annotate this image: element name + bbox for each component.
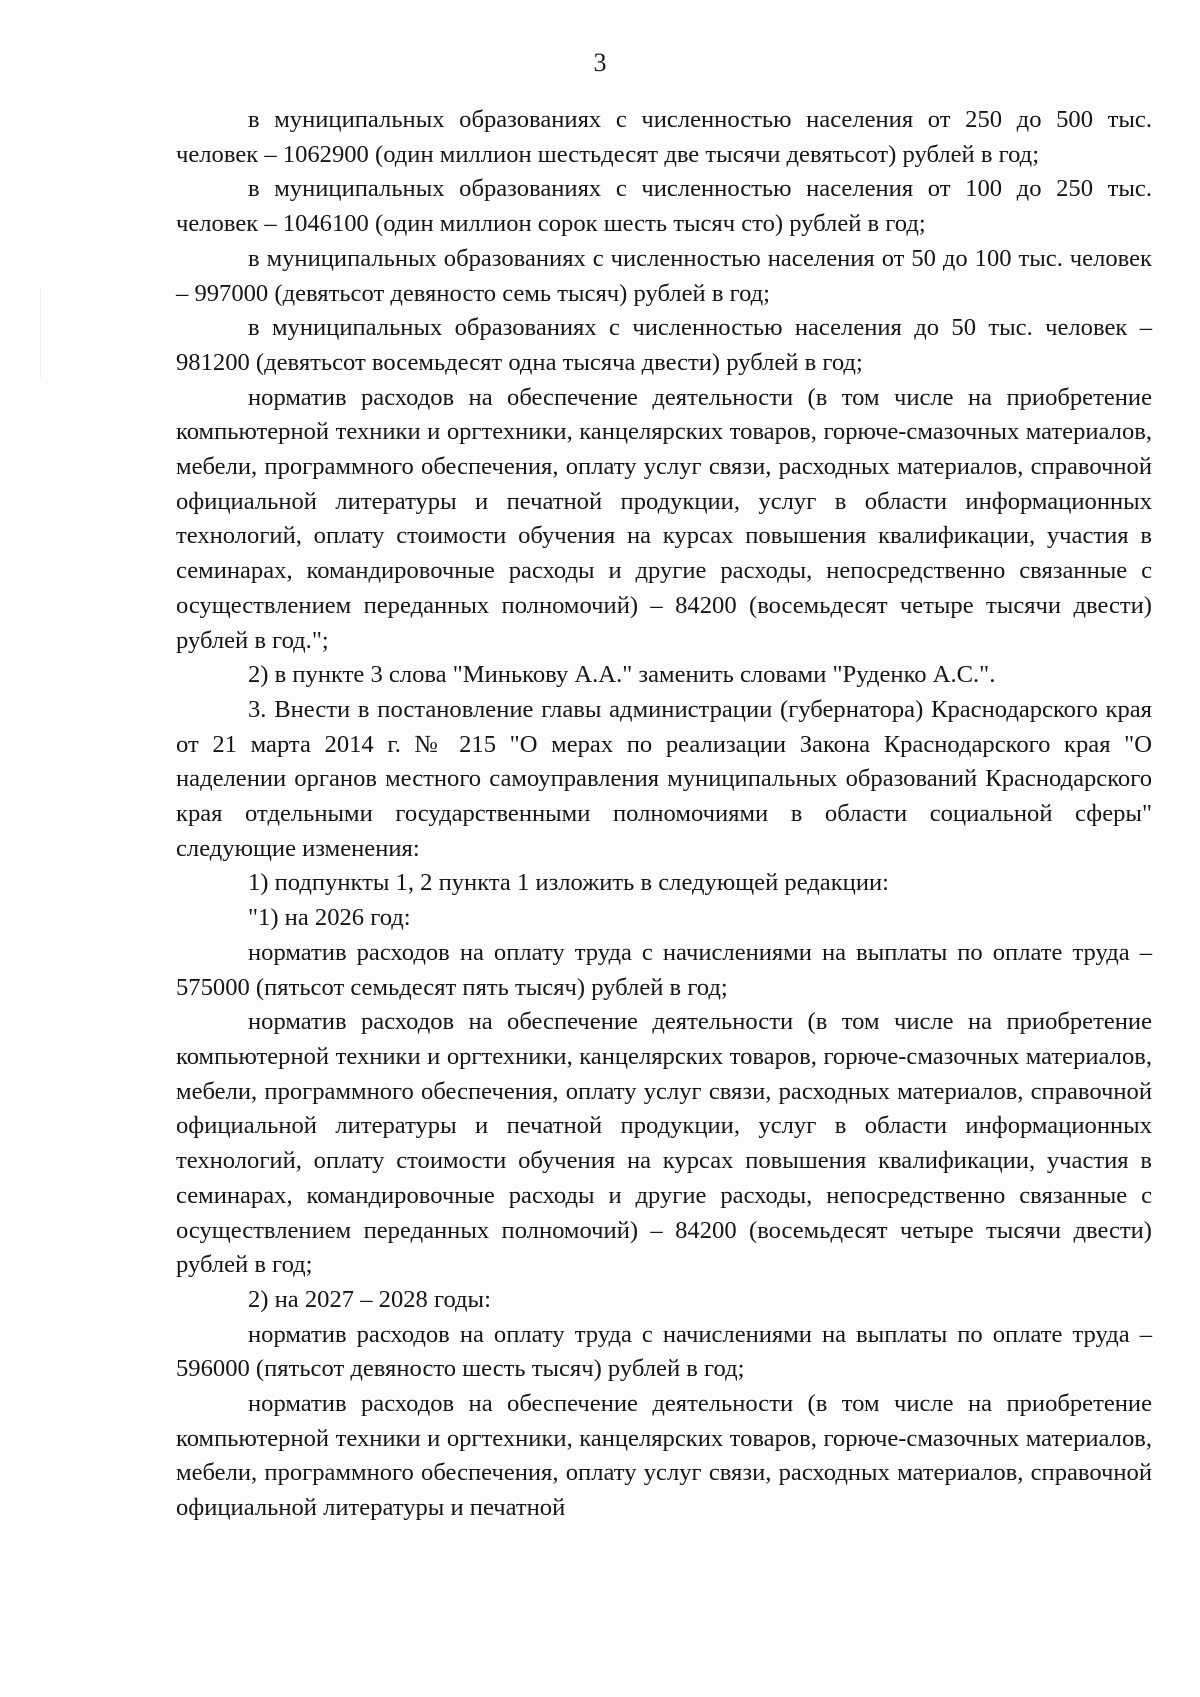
paragraph: норматив расходов на обеспечение деятельности (в том числе на приобретение компьютерной техники и оргтехники, канцелярских товаров, горюче-смазочных материалов, мебели, программного обеспечения, оплату услуг связи, расходных материалов, справочной официальной литературы и печатной продукции, услуг в области информационных технологий, оплату стоимости обучения на курсах повышения квалификации, участия в семинарах, командировочные расходы и другие расходы, непосредственно связанные с осуществлением переданных полномочий) – 84200 (восемьдесят четыре тысячи двести) рублей в год."; [176, 383, 1152, 654]
paragraph: норматив расходов на оплату труда с начислениями на выплаты по оплате труда – 575000 (пятьсот семьдесят пять тысяч) рублей в год; [176, 938, 1152, 1001]
scan-margin-mark [40, 288, 41, 378]
paragraph: в муниципальных образованиях с численностью населения от 100 до 250 тыс. человек – 1046100 (один миллион сорок шесть тысяч сто) рублей в год; [176, 175, 1152, 238]
paragraph: в муниципальных образованиях с численностью населения до 50 тыс. человек – 981200 (девятьсот восемьдесят одна тысяча двести) рублей в год; [176, 314, 1152, 376]
paragraph: норматив расходов на обеспечение деятельности (в том числе на приобретение компьютерной техники и оргтехники, канцелярских товаров, горюче-смазочных материалов, мебели, программного обеспечения, оплату услуг связи, расходных материалов, справочной официальной литературы и печатной [176, 1390, 1152, 1522]
paragraph: норматив расходов на обеспечение деятельности (в том числе на приобретение компьютерной техники и оргтехники, канцелярских товаров, горюче-смазочных материалов, мебели, программного обеспечения, оплату услуг связи, расходных материалов, справочной официальной литературы и печатной продукции, услуг в области информационных технологий, оплату стоимости обучения на курсах повышения квалификации, участия в семинарах, командировочные расходы и другие расходы, непосредственно связанные с осуществлением переданных полномочий) – 84200 (восемьдесят четыре тысячи двести) рублей в год; [176, 1008, 1152, 1279]
document-body [176, 103, 1152, 1526]
paragraph: 3. Внести в постановление главы администрации (губернатора) Краснодарского края от 21 марта 2014 г. № 215 "О мерах по реализации Закона Краснодарского края "О наделении органов местного самоуправления муниципальных образований Краснодарского края отдельными государственными полномочиями в области социальной сферы" следующие изменения: [176, 695, 1152, 862]
paragraph: в муниципальных образованиях с численностью населения от 250 до 500 тыс. человек – 1062900 (один миллион шестьдесят две тысячи девятьсот) рублей в год; [176, 106, 1152, 168]
paragraph: в муниципальных образованиях с численностью населения от 50 до 100 тыс. человек – 997000 (девятьсот девяносто семь тысяч) рублей в год; [176, 244, 1152, 307]
paragraph: 2) в пункте 3 слова "Минькову А.А." заменить словами "Руденко А.С.". [248, 661, 996, 689]
paragraph: 2) на 2027 – 2028 годы: [248, 1285, 491, 1313]
paragraph: "1) на 2026 год: [248, 904, 411, 932]
paragraph: 1) подпункты 1, 2 пункта 1 изложить в следующей редакции: [248, 869, 889, 897]
paragraph: норматив расходов на оплату труда с начислениями на выплаты по оплате труда – 596000 (пятьсот девяносто шесть тысяч) рублей в год; [176, 1320, 1152, 1383]
page-number: 3 [593, 48, 607, 77]
